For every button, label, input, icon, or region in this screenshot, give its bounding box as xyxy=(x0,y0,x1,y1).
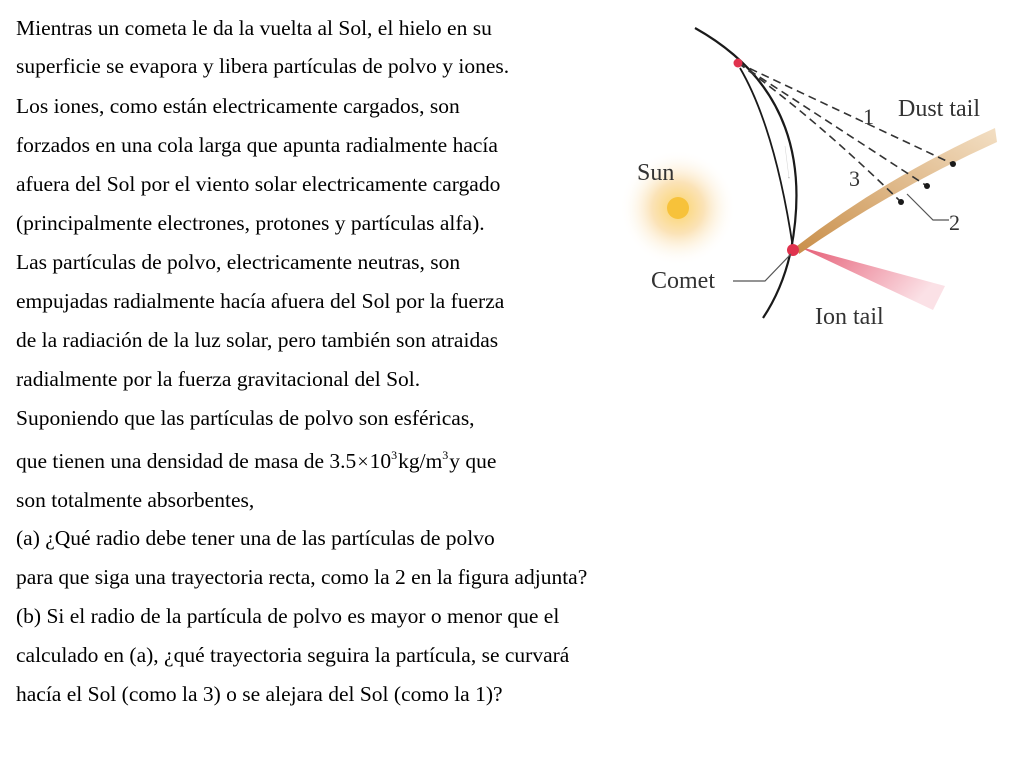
times-symbol: × xyxy=(357,451,369,473)
text-line: Mientras un cometa le da la vuelta al Sol, el hielo en su xyxy=(16,16,492,40)
text-line: forzados en una cola larga que apunta radialmente hacía xyxy=(16,133,498,157)
text-line: empujadas radialmente hacía afuera del Sol por la fuerza xyxy=(16,289,505,313)
comet-head xyxy=(787,244,799,256)
label-path-2: 2 xyxy=(949,210,960,235)
comet-initial-position xyxy=(734,59,743,68)
text-line: hacía el Sol (como la 3) o se alejara del Sol (como la 1)? xyxy=(16,682,503,706)
ion-tail xyxy=(797,246,945,310)
text-line: Suponiendo que las partículas de polvo son esféricas, xyxy=(16,406,475,430)
text-line: (principalmente electrones, protones y partículas alfa). xyxy=(16,211,485,235)
dust-particle-3 xyxy=(898,199,904,205)
text-line: Los iones, como están electricamente cargados, son xyxy=(16,94,460,118)
density-prefix: que tienen una densidad de masa de 3.5 xyxy=(16,449,357,473)
text-line: son totalmente absorbentes, xyxy=(16,488,255,512)
dust-particle-2 xyxy=(924,183,930,189)
dust-path-2 xyxy=(738,63,927,186)
sun-core xyxy=(667,197,689,219)
label-ion-tail: Ion tail xyxy=(815,304,884,330)
text-line: superficie se evapora y libera partículas de polvo y iones. xyxy=(16,54,510,78)
label-2-leader xyxy=(907,194,949,220)
density-line xyxy=(16,447,496,478)
trajectory-curve xyxy=(740,68,793,248)
density-base: 10 xyxy=(369,449,392,473)
text-line: afuera del Sol por el viento solar electricamente cargado xyxy=(16,172,501,196)
comet-tail-diagram xyxy=(615,18,1015,348)
text-line: (b) Si el radio de la partícula de polvo es mayor o menor que el xyxy=(16,604,560,628)
dust-tail xyxy=(797,128,997,254)
text-line: de la radiación de la luz solar, pero también son atraidas xyxy=(16,328,499,352)
text-line: calculado en (a), ¿qué trayectoria seguira la partícula, se curvará xyxy=(16,643,570,667)
label-path-1: 1 xyxy=(863,104,874,129)
label-dust-tail: Dust tail xyxy=(898,96,980,122)
unit-exponent: 3 xyxy=(442,448,449,462)
label-comet: Comet xyxy=(651,268,715,294)
density-unit: kg/m xyxy=(398,449,443,473)
dust-particle-1 xyxy=(950,161,956,167)
label-path-3: 3 xyxy=(849,166,860,191)
label-sun: Sun xyxy=(637,160,675,186)
orbit-direction-arrow xyxy=(785,146,789,178)
text-line: Las partículas de polvo, electricamente neutras, son xyxy=(16,250,461,274)
text-line: radialmente por la fuerza gravitacional del Sol. xyxy=(16,367,421,391)
text-line: (a) ¿Qué radio debe tener una de las partículas de polvo xyxy=(16,526,495,550)
density-suffix: y que xyxy=(449,449,497,473)
density-exponent: 3 xyxy=(391,448,398,462)
text-line: para que siga una trayectoria recta, como la 2 en la figura adjunta? xyxy=(16,565,588,589)
